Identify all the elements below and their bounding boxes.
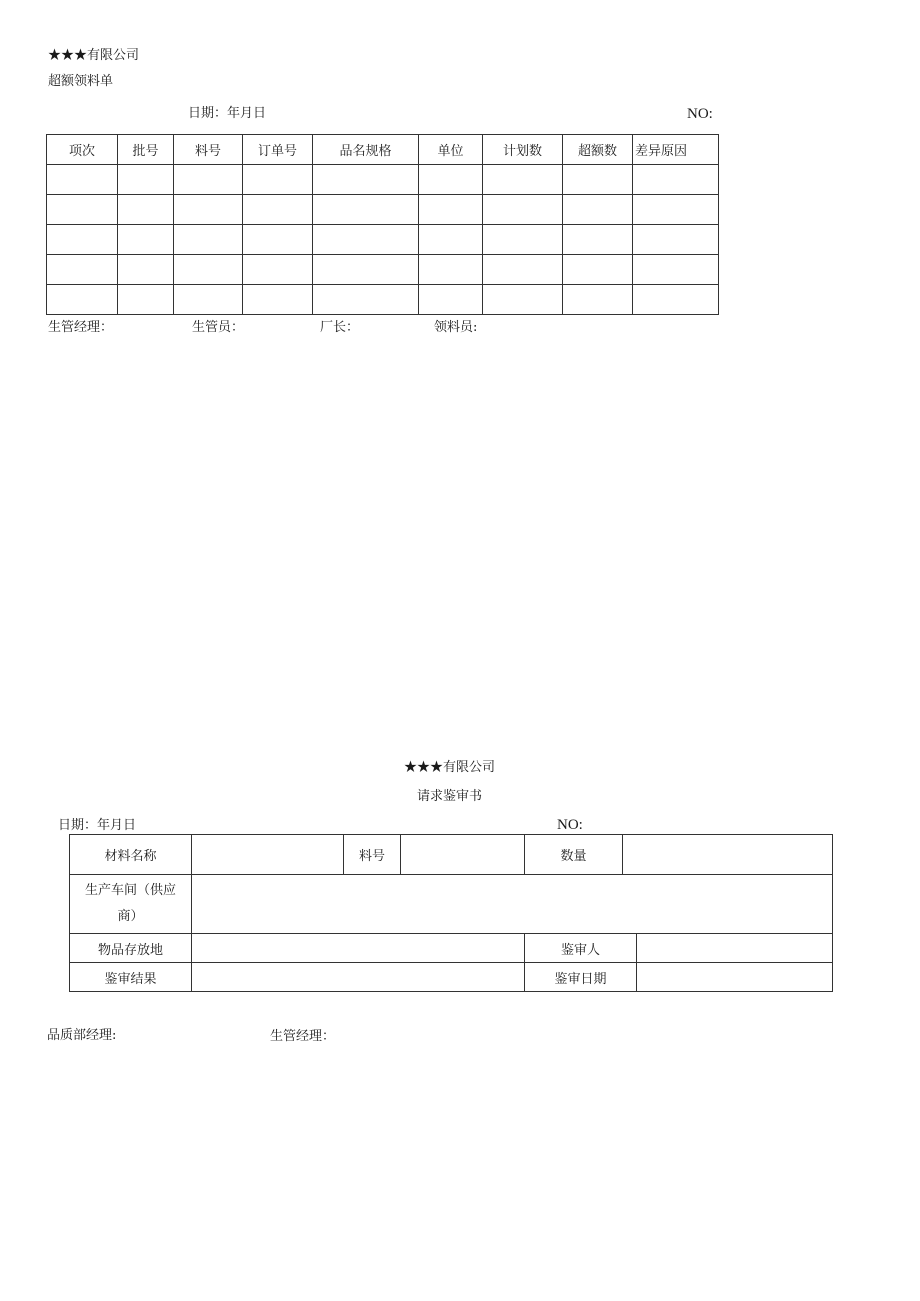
header-item-no: 项次	[47, 135, 118, 165]
number-label-1: NO:	[687, 106, 713, 122]
part-no-value	[401, 835, 525, 875]
header-spec: 品名规格	[313, 135, 419, 165]
signature-production-clerk: 生管员：	[192, 320, 245, 335]
signature-production-manager-2: 生管经理：	[270, 1029, 336, 1044]
reviewer-label: 鉴审人	[525, 934, 637, 963]
company-name-2: ★★★有限公司	[404, 760, 496, 775]
quantity-value	[623, 835, 833, 875]
header-excess-qty: 超额数	[563, 135, 633, 165]
reviewer-value	[637, 934, 833, 963]
signature-quality-manager: 品质部经理:	[47, 1028, 117, 1043]
company-name-1: ★★★有限公司	[48, 48, 140, 63]
storage-label: 物品存放地	[70, 934, 192, 963]
table-row	[47, 285, 719, 315]
review-date-value	[637, 963, 833, 992]
material-row	[70, 835, 833, 875]
storage-row	[70, 934, 833, 963]
workshop-label	[70, 875, 192, 934]
header-unit: 单位	[419, 135, 483, 165]
workshop-label-line-1: 生产车间（供应	[84, 883, 176, 898]
workshop-row	[70, 875, 833, 934]
table-row	[47, 165, 719, 195]
material-name-value	[192, 835, 344, 875]
header-planned-qty: 计划数	[483, 135, 563, 165]
number-label-2: NO:	[557, 817, 583, 833]
table-row	[47, 195, 719, 225]
workshop-label-line-2: 商）	[117, 909, 144, 924]
form-title-2: 请求鉴审书	[417, 789, 483, 804]
material-name-label: 材料名称	[70, 835, 192, 875]
date-label-2: 日期：年月日	[58, 818, 137, 833]
date-label-1: 日期：年月日	[188, 106, 267, 121]
result-value	[192, 963, 525, 992]
requisition-table	[46, 134, 719, 315]
form-title-1: 超额领料单	[48, 74, 114, 89]
result-row	[70, 963, 833, 992]
review-request-table	[69, 834, 833, 992]
header-reason: 差异原因	[633, 135, 719, 165]
header-order-no: 订单号	[243, 135, 313, 165]
table-header-row	[47, 135, 719, 165]
quantity-label: 数量	[525, 835, 623, 875]
signature-material-receiver: 领料员:	[434, 320, 478, 335]
header-part-no: 料号	[174, 135, 243, 165]
signature-production-manager: 生管经理：	[48, 320, 114, 335]
workshop-value	[192, 875, 833, 934]
review-date-label: 鉴审日期	[525, 963, 637, 992]
result-label: 鉴审结果	[70, 963, 192, 992]
header-batch-no: 批号	[118, 135, 174, 165]
signature-factory-director: 厂长：	[320, 320, 360, 335]
storage-value	[192, 934, 525, 963]
table-row	[47, 225, 719, 255]
part-no-label: 料号	[344, 835, 401, 875]
table-row	[47, 255, 719, 285]
